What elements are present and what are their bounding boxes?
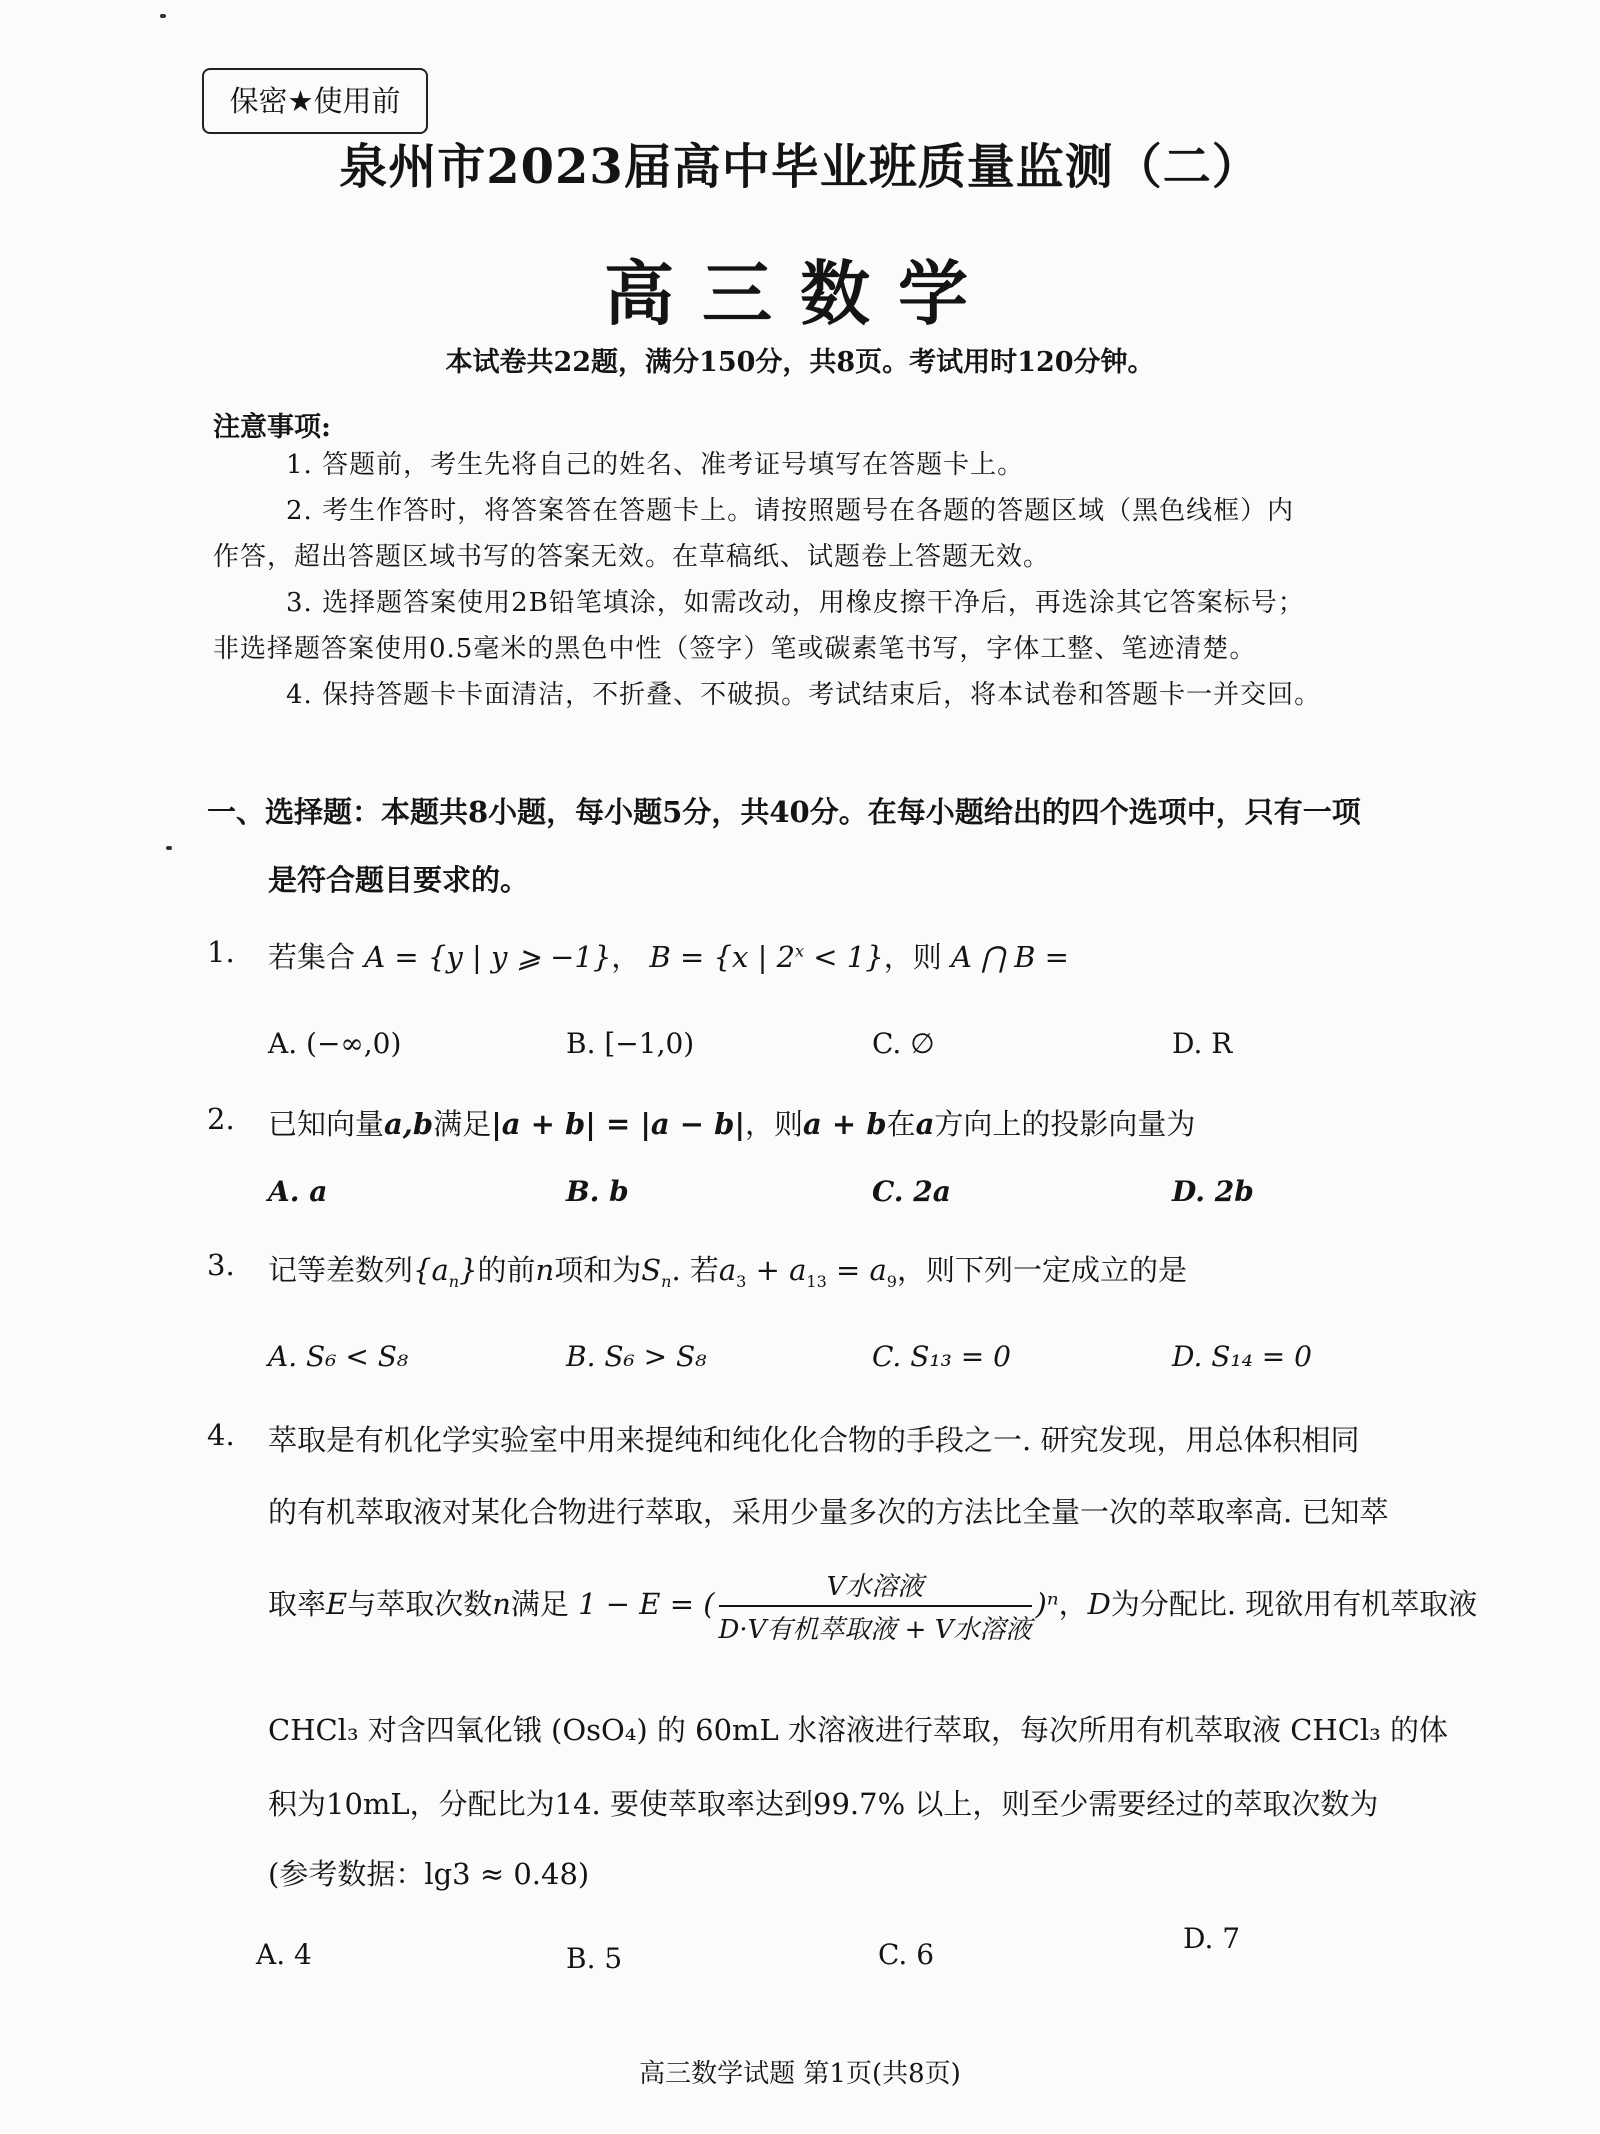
question-number: 4. [207,1418,235,1452]
option-d: D. 2b [1172,1175,1254,1208]
option-c: C. 6 [878,1938,935,1971]
formula-fraction [719,1566,1032,1646]
section-heading-cont: 是符合题目要求的。 [268,863,530,897]
question-stem: 若集合 A = {y | y ⩾ −1}， B = {x | $2^x < 1$}，则 A ⋂ B = [268,940,1069,974]
question-4-formula-line: 取率E与萃取次数n满足 1 − E = ( $\frac{\text{V水溶液}}{\text{D·V有机萃取液 + V水溶液}}$ )ⁿ，D为分配比. 现欲用有机萃取液 [268,1566,1477,1646]
exam-title: 泉州市2023届高中毕业班质量监测（二） [339,139,1261,195]
option-d: D. R [1172,1027,1233,1060]
option-b: B. S₆ > S₈ [566,1340,707,1373]
question-stem: 已知向量a,b满足|a + b| = |a − b|，则a + b在a方向上的投影向量为 [268,1107,1196,1141]
page-footer: 高三数学试题 第1页(共8页) [639,2059,961,2089]
formula-denominator: D·V有机萃取液 + V水溶液 [718,1615,1032,1645]
option-d: D. S₁₄ = 0 [1172,1340,1312,1373]
option-d: D. 7 [1183,1922,1241,1955]
confidential-stamp: 保密★使用前 [202,68,428,134]
scan-speck [160,14,166,18]
question-stem: 记等差数列$\{a_n\}$的前n项和为$S_n$. 若$a_3 + a_{13} = a_9$，则下列一定成立的是 [268,1253,1187,1291]
option-c: C. 2a [872,1175,951,1208]
formula-rhs: )ⁿ [1035,1587,1059,1621]
question-number: 2. [207,1102,235,1136]
option-b: B. [−1,0) [566,1027,695,1060]
option-a: A. S₆ < S₈ [268,1340,409,1373]
exam-info: 本试卷共22题，满分150分，共8页。考试用时120分钟。 [445,347,1155,378]
question-4-line: 积为10mL，分配比为14. 要使萃取率达到99.7% 以上，则至少需要经过的萃取次数为 [268,1787,1379,1821]
notice-item: 作答，超出答题区域书写的答案无效。在草稿纸、试题卷上答题无效。 [213,542,1051,572]
notice-item: 1. 答题前，考生先将自己的姓名、准考证号填写在答题卡上。 [286,450,1025,480]
question-number: 3. [207,1248,235,1282]
question-4-line: 的有机萃取液对某化合物进行萃取，采用少量多次的方法比全量一次的萃取率高. 已知萃 [268,1495,1389,1529]
notice-item: 4. 保持答题卡卡面清洁，不折叠、不破损。考试结束后，将本试卷和答题卡一并交回。 [286,680,1322,710]
formula-lhs: 1 − E = ( [578,1587,715,1621]
notice-item: 3. 选择题答案使用2B铅笔填涂，如需改动，用橡皮擦干净后，再选涂其它答案标号； [286,588,1305,618]
option-c: C. S₁₃ = 0 [872,1340,1011,1373]
option-c: C. ∅ [872,1027,935,1060]
notice-item: 非选择题答案使用0.5毫米的黑色中性（签字）笔或碳素笔书写，字体工整、笔迹清楚。 [213,634,1257,664]
option-a: A. (−∞,0) [268,1027,402,1060]
notice-heading: 注意事项: [213,412,331,443]
question-number: 1. [207,935,235,969]
option-b: B. 5 [566,1942,623,1975]
formula-numerator: V水溶液 [719,1566,1032,1607]
notice-item: 2. 考生作答时，将答案答在答题卡上。请按照题号在各题的答题区域（黑色线框）内 [286,496,1295,526]
section-heading: 一、选择题：本题共8小题，每小题5分，共40分。在每小题给出的四个选项中，只有一项 [207,795,1361,829]
option-a: A. a [268,1175,328,1208]
option-a: A. 4 [256,1938,312,1971]
option-b: B. b [566,1175,629,1208]
question-4-line: (参考数据：lg3 ≈ 0.48) [268,1857,590,1891]
question-stem-line: 萃取是有机化学实验室中用来提纯和纯化化合物的手段之一. 研究发现，用总体积相同 [268,1423,1360,1457]
scan-speck [166,846,172,850]
question-4-line: CHCl₃ 对含四氧化锇 (OsO₄) 的 60mL 水溶液进行萃取，每次所用有机萃取液 CHCl₃ 的体 [268,1713,1449,1747]
subject-title: 高三数学 [604,252,996,335]
